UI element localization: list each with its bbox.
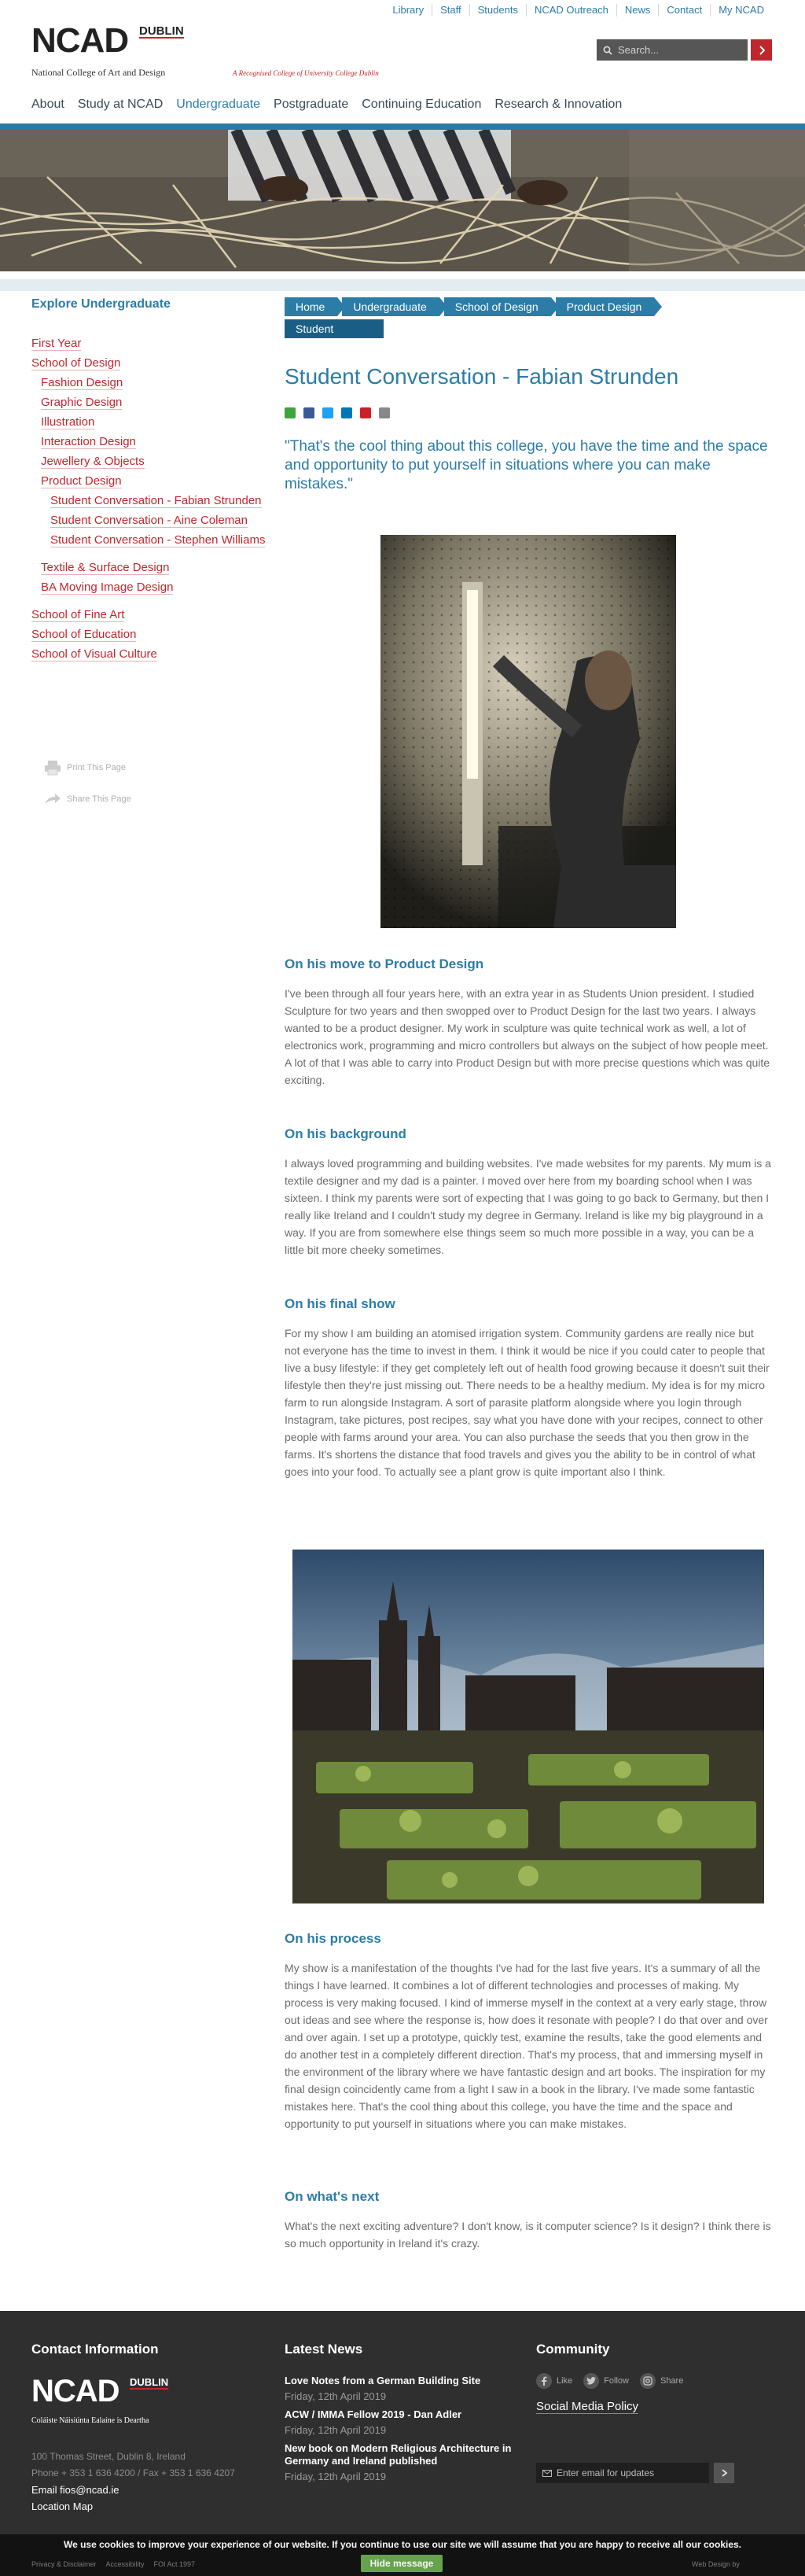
search-input[interactable] (597, 39, 748, 61)
utility-link-staff[interactable]: Staff (432, 4, 469, 17)
sidebar-item-fashion-design[interactable]: Fashion Design (41, 376, 123, 389)
email-icon[interactable] (379, 407, 390, 418)
footer-phone: Phone + 353 1 636 4200 / Fax + 353 1 636 4207 (31, 2467, 235, 2478)
sidebar-title: Explore Undergraduate (31, 297, 171, 311)
chevron-right-icon (722, 2469, 727, 2477)
utility-link-library[interactable]: Library (392, 4, 425, 16)
footer-email-link[interactable]: Email fios@ncad.ie (31, 2484, 119, 2496)
twitter-follow-link[interactable]: Follow (583, 2373, 629, 2389)
section-whats-next (285, 2189, 772, 2252)
nav-continuing-education[interactable]: Continuing Education (362, 98, 482, 111)
utility-link-contact[interactable]: Contact (658, 4, 710, 17)
utility-link-my-ncad[interactable]: My NCAD (710, 4, 772, 17)
sidebar-item-school-of-design[interactable]: School of Design (31, 356, 121, 370)
top-utility-bar (0, 0, 805, 24)
breadcrumb-student: Student (285, 319, 384, 338)
sidebar-item-stephen-williams[interactable]: Student Conversation - Stephen Williams (50, 533, 266, 547)
utility-link-news[interactable]: News (616, 4, 659, 17)
newsletter-email-input[interactable]: Enter email for updates (536, 2463, 709, 2483)
sidebar-item-first-year[interactable]: First Year (31, 337, 82, 350)
section-heading: On his move to Product Design (285, 956, 484, 971)
footer-contact-title: Contact Information (31, 2342, 159, 2357)
logo-city: DUBLIN (139, 24, 184, 38)
facebook-like-link[interactable]: Like (536, 2373, 572, 2389)
social-links (536, 2373, 772, 2389)
sidebar-item-visual-culture[interactable]: School of Visual Culture (31, 647, 157, 661)
section-body: My show is a manifestation of the thoughts I've had for the last five years. It's a summary of all the things I have learned. It combines a lot of different technologies and processes of making. My process is very making focused. I kind of immerse myself in the context at a very early stage, throw out ideas and see where the response is, how does it resonate with people? I do that over and over and over again. I set up a prototype, quickly test, examine the results, take the good elements and do another test in a completely different direction. That's my process, that and immersing myself in the environment of the library where we have fantastic design and art books. The inspiration for my final design coincidently came from a light I saw in a book in the library. I've made some fantastic mistakes here. That's the cool thing about this college, you have the time and the space and opportunity to put yourself in situations where you can make mistakes. (285, 1962, 768, 2130)
hide-cookie-message-button[interactable]: Hide message (361, 2555, 443, 2572)
news-item[interactable]: New book on Modern Religious Architecture in Germany and Ireland published Friday, 12th April 2019 (285, 2442, 512, 2482)
search-submit-button[interactable] (751, 39, 772, 61)
site-logo[interactable] (31, 21, 184, 78)
section-heading: On his background (285, 1126, 406, 1141)
utility-link-students[interactable]: Students (469, 4, 526, 17)
accessibility-link[interactable]: Accessibility (105, 2560, 145, 2568)
community-garden-photo (292, 1550, 764, 1903)
sidebar-item-moving-image[interactable]: BA Moving Image Design (41, 580, 174, 594)
sidebar-item-interaction-design[interactable]: Interaction Design (41, 435, 136, 448)
share-page-link[interactable]: Share This Page (43, 793, 131, 805)
twitter-icon (583, 2373, 599, 2389)
breadcrumb-home[interactable]: Home (285, 297, 337, 316)
footer-location-map-link[interactable]: Location Map (31, 2500, 94, 2512)
sidebar (31, 297, 283, 664)
chevron-right-icon (759, 46, 765, 55)
utility-nav (384, 4, 772, 17)
print-page-link[interactable]: Print This Page (43, 760, 126, 776)
twitter-icon[interactable] (322, 407, 333, 418)
section-body: I've been through all four years here, with an extra year in as Students Union president. I studied Sculpture for two years and then swopped over to Product Design for the last two years. I always wanted to be a product designer. My work in sculpture was quite technical work as well, a lot of electronics work, programming and micro controllers but always on the subject of how people meet. A lot of that I was able to carry into Product Design but with more precise questions which was quite exciting. (285, 987, 770, 1086)
sidebar-item-aine-coleman[interactable]: Student Conversation - Aine Coleman (50, 514, 248, 527)
section-move-to-product-design (285, 956, 772, 1089)
sidebar-item-illustration[interactable]: Illustration (41, 415, 95, 429)
utility-link-outreach[interactable]: NCAD Outreach (526, 4, 616, 17)
main-nav (31, 98, 635, 112)
sidebar-item-graphic-design[interactable]: Graphic Design (41, 396, 123, 409)
share-icon[interactable] (285, 407, 296, 418)
nav-undergraduate[interactable]: Undergraduate (176, 98, 261, 111)
footer-community-title: Community (536, 2342, 610, 2357)
site-tagline: A Recognised College of University College Dublin (233, 69, 379, 77)
nav-research-innovation[interactable]: Research & Innovation (494, 98, 623, 111)
instagram-share-link[interactable]: Share (640, 2373, 683, 2389)
breadcrumb (285, 297, 725, 341)
pull-quote: "That's the cool thing about this college, you have the time and the space and opportunity to put yourself in situations where you can make mistakes." (285, 438, 768, 492)
sidebar-item-jewellery-objects[interactable]: Jewellery & Objects (41, 455, 145, 468)
section-body: For my show I am building an atomised irrigation system. Community gardens are really nice but not everyone has the time to invest in them. I think it would be nice if you could cater to people that live a busy lifestyle: if they get completely left out of health food growing because it doesn't suit their lifestyle then they're just missing out. There needs to be a healthy medium. My idea is for my micro farm to run alongside Instagram. A sort of parasite platform alongside where you login through Instagram, take pictures, post recipes, say what you have done with your recipes, connect to other people with farms around your area. You can also purchase the seeds that you then grow in the farms. It's shortens the distance that food travels and gives you the ability to be in control of what goes into your food. To actually see a plant grow is quite important also I think. (285, 1327, 770, 1478)
section-heading: On his final show (285, 1296, 395, 1311)
sidebar-item-education[interactable]: School of Education (31, 628, 137, 641)
section-final-show (285, 1296, 772, 1480)
footer-address: 100 Thomas Street, Dublin 8, Ireland (31, 2451, 186, 2462)
section-process (285, 1931, 772, 2132)
sidebar-item-product-design[interactable]: Product Design (41, 474, 122, 488)
footer-address-block (31, 2449, 235, 2515)
logo-wordmark: NCAD (31, 21, 129, 60)
nav-postgraduate[interactable]: Postgraduate (274, 98, 349, 111)
section-heading: On what's next (285, 2189, 380, 2204)
nav-accent-bar (0, 123, 805, 130)
section-heading: On his process (285, 1931, 381, 1946)
news-item[interactable]: Love Notes from a German Building Site Friday, 12th April 2019 (285, 2375, 481, 2402)
facebook-icon[interactable] (303, 407, 314, 418)
search-icon (603, 46, 612, 55)
sidebar-item-fabian-strunden[interactable]: Student Conversation - Fabian Strunden (50, 494, 262, 507)
sidebar-item-fine-art[interactable]: School of Fine Art (31, 608, 125, 621)
breadcrumb-product-design[interactable]: Product Design (556, 297, 655, 316)
footer-contact (31, 2342, 159, 2357)
sidebar-item-textile-surface[interactable]: Textile & Surface Design (41, 561, 170, 574)
web-design-credit: Web Design by (692, 2560, 740, 2568)
breadcrumb-undergraduate[interactable]: Undergraduate (342, 297, 439, 316)
student-portrait-photo (380, 535, 676, 928)
section-background (285, 1126, 772, 1259)
footer-logo: NCAD DUBLIN Coláiste Náisiúnta Ealaíne is Deartha (31, 2374, 169, 2425)
footer-legal-links (31, 2560, 195, 2568)
main-content (285, 363, 772, 494)
instagram-icon (640, 2373, 656, 2389)
foi-link[interactable]: FOI Act 1997 (153, 2560, 196, 2568)
section-body: What's the next exciting adventure? I don't know, is it computer science? Is it design? I think there is so much opportunity in Ireland it's crazy. (285, 2220, 771, 2250)
cookie-message: We use cookies to improve your experience of our website. If you continue to use our site we will assume that you are happy to receive all our cookies. (63, 2539, 742, 2550)
footer-latest-news (285, 2342, 513, 2482)
share-bar (285, 407, 772, 418)
footer-community (536, 2342, 772, 2414)
social-media-policy-link[interactable]: Social Media Policy (536, 2400, 639, 2413)
nav-study-at-ncad[interactable]: Study at NCAD (77, 98, 164, 111)
footer-logo-irish: Coláiste Náisiúnta Ealaíne is Deartha (31, 2416, 149, 2425)
linkedin-icon[interactable] (341, 407, 352, 418)
logo-full-name: National College of Art and Design (31, 67, 166, 78)
section-body: I always loved programming and building websites. I've made websites for my parents. My mum is a textile designer and my dad is a painter. I moved over here from my boarding school when I was sixteen. I think my parents were sort of expecting that I was going to go back to Germany, but then I really like Ireland and I couldn't study my degree in Germany. Ireland is like my big playground in a way. If you are from somewhere else things seem so much more possible in a way, you can be a little bit more cheeky sometimes. (285, 1157, 771, 1256)
footer-news-title: Latest News (285, 2342, 363, 2357)
print-icon (43, 760, 62, 776)
cookie-banner (0, 2534, 805, 2576)
envelope-icon (542, 2470, 552, 2477)
news-item[interactable]: ACW / IMMA Fellow 2019 - Dan Adler Friday, 12th April 2019 (285, 2408, 462, 2436)
hero-banner-image (0, 130, 805, 271)
newsletter-submit-button[interactable] (714, 2463, 734, 2483)
search-placeholder: Search... (618, 44, 660, 56)
pinterest-icon[interactable] (360, 407, 371, 418)
breadcrumb-strip (0, 279, 805, 291)
share-arrow-icon (43, 793, 62, 805)
breadcrumb-school-of-design[interactable]: School of Design (444, 297, 551, 316)
nav-about[interactable]: About (31, 98, 64, 111)
privacy-link[interactable]: Privacy & Disclaimer (31, 2560, 97, 2568)
page-title: Student Conversation - Fabian Strunden (285, 364, 679, 389)
sidebar-menu (31, 334, 283, 664)
facebook-icon (536, 2373, 552, 2389)
